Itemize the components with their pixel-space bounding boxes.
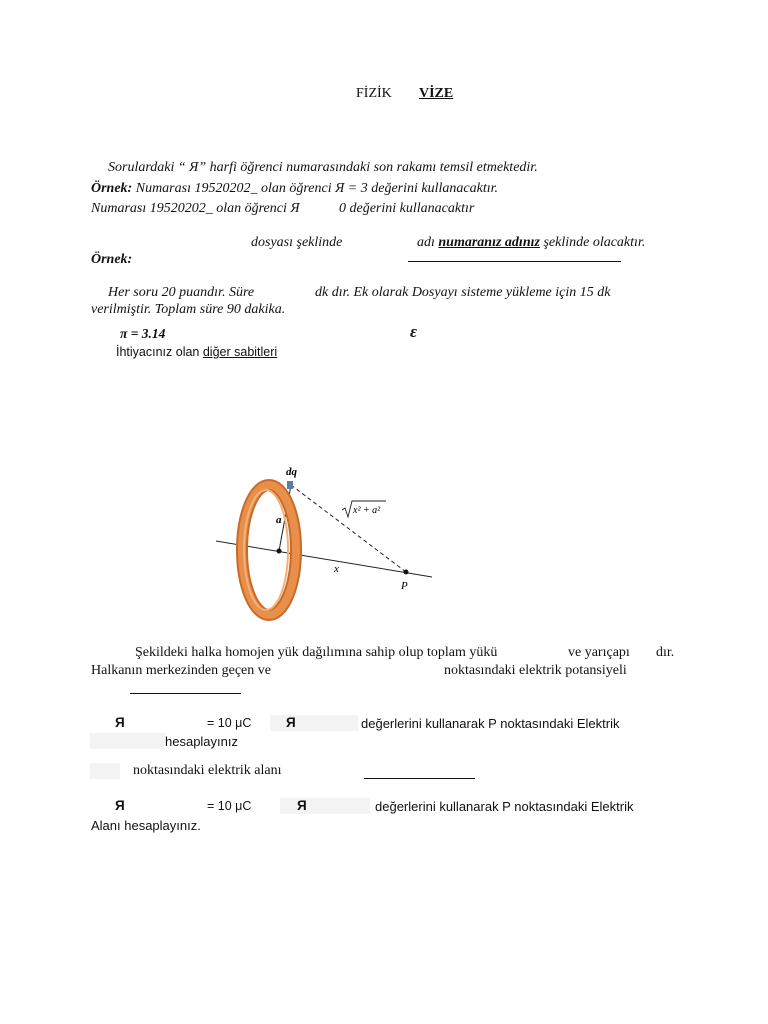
intro-line-3a: Numarası 19520202_ olan öğrenci Я [91, 201, 300, 216]
label-a: a [276, 514, 282, 526]
other-constants-line [116, 345, 277, 359]
title-vize: VİZE [419, 86, 454, 101]
example-line [91, 181, 498, 197]
field-answer-blank [364, 778, 475, 779]
ring-center-dot [277, 549, 282, 554]
rules-line-1a: Her soru 20 puandır. Süre [108, 285, 255, 300]
question-line-1b: ve yarıçapı [568, 645, 630, 660]
part3-q-value: = 10 μC [207, 799, 252, 813]
example-blank-line [408, 261, 621, 262]
shade-4 [280, 798, 370, 814]
part2-text: noktasındaki elektrik alanı [133, 763, 282, 778]
ring-highlight [244, 490, 288, 610]
file-format-right [417, 235, 645, 251]
example2-label: Örnek: [91, 252, 133, 267]
hypotenuse-line [291, 485, 406, 572]
other-constants-text: İhtiyacınız olan [116, 345, 203, 359]
part1-ya-2: Я [286, 715, 296, 730]
ring-charge-figure [200, 455, 450, 630]
other-constants-link: diğer sabitleri [202, 345, 278, 359]
question-line-2b: noktasındaki elektrik potansiyeli [444, 663, 627, 678]
intro-line-3b: 0 değerini kullanacaktır [339, 201, 475, 216]
dq-element [287, 481, 293, 489]
file-right-name: numaranız adınız [438, 235, 540, 250]
file-right-c: şeklinde olacaktır. [539, 235, 646, 250]
shade-3 [90, 763, 120, 779]
label-hypotenuse: x² + a² [353, 505, 381, 516]
part3-text: değerlerini kullanarak P noktasındaki Elektrik [375, 799, 634, 814]
file-format-left: dosyası şeklinde [251, 235, 343, 250]
example-text: Numarası 19520202_ olan öğrenci Я = 3 değerini kullanacaktır. [132, 181, 499, 196]
label-p: P [401, 580, 408, 592]
part3-ya-1: Я [115, 798, 125, 813]
rules-line-2: verilmiştir. Toplam süre 90 dakika. [91, 302, 286, 317]
example-label: Örnek: [91, 181, 133, 196]
question-line-2a: Halkanın merkezinden geçen ve [91, 663, 271, 678]
label-x: x [334, 563, 339, 575]
label-dq: dq [286, 466, 297, 478]
part1-text: değerlerini kullanarak P noktasındaki Elektrik [361, 716, 620, 731]
rules-line-1b: dk dır. Ek olarak Dosyayı sisteme yükleme için 15 dk [315, 285, 611, 300]
potential-answer-blank [130, 693, 241, 694]
part1-q-value: = 10 μC [207, 716, 252, 730]
intro-line-1: Sorulardaki “ Я” harfi öğrenci numarasındaki son rakamı temsil etmektedir. [108, 160, 538, 175]
title-fizik: FİZİK [356, 86, 392, 101]
question-line-1a: Şekildeki halka homojen yük dağılımına sahip olup toplam yükü [135, 645, 498, 660]
epsilon-constant: ε [410, 322, 417, 341]
part1-text-2: hesaplayınız [165, 734, 238, 749]
part3-ya-2: Я [297, 798, 307, 813]
part3-text-2: Alanı hesaplayınız. [91, 818, 201, 833]
shade-1 [270, 715, 358, 731]
part1-ya-1: Я [115, 715, 125, 730]
shade-2 [90, 733, 165, 749]
point-p-dot [404, 570, 409, 575]
question-line-1c: dır. [656, 645, 675, 660]
file-right-a: adı [417, 235, 439, 250]
pi-constant: π = 3.14 [120, 326, 166, 341]
